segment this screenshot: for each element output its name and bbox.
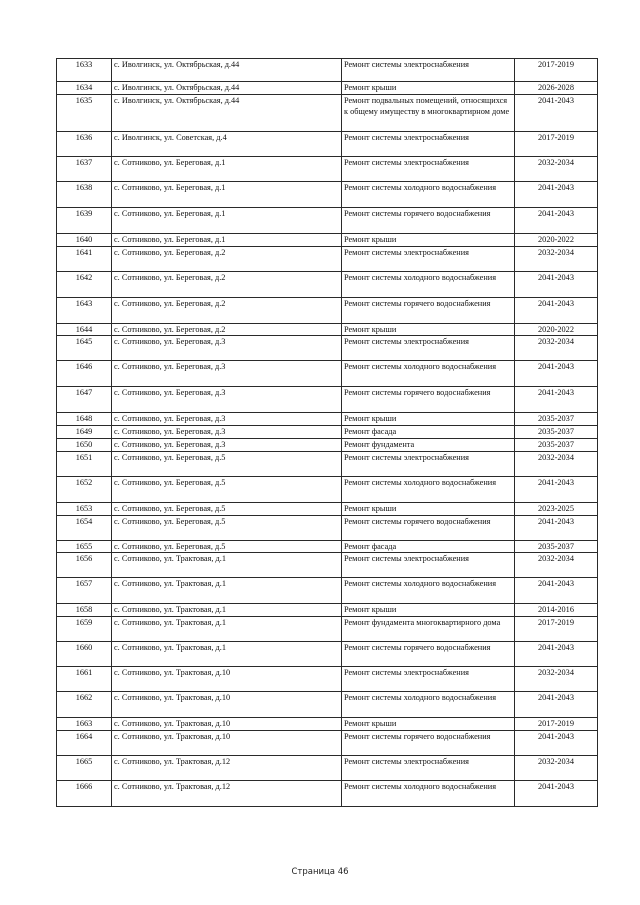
- row-number-cell: 1665: [57, 755, 112, 780]
- period-cell: 2041-2043: [515, 207, 598, 233]
- work-type-cell: Ремонт системы электроснабжения: [342, 667, 515, 692]
- address-cell: с. Сотниково, ул. Трактовая, д.1: [112, 578, 342, 604]
- address-cell: с. Иволгинск, ул. Советская, д.4: [112, 131, 342, 156]
- row-number-cell: 1662: [57, 692, 112, 718]
- table-row: [57, 207, 598, 233]
- work-type-cell: Ремонт системы электроснабжения: [342, 755, 515, 780]
- table-row: [57, 667, 598, 692]
- table-row: [57, 387, 598, 413]
- row-number-cell: 1638: [57, 181, 112, 207]
- address-cell: с. Сотниково, ул. Береговая, д.5: [112, 502, 342, 515]
- period-cell: 2017-2019: [515, 59, 598, 82]
- table-row: [57, 451, 598, 476]
- work-type-cell: Ремонт системы электроснабжения: [342, 59, 515, 82]
- row-number-cell: 1634: [57, 82, 112, 95]
- period-cell: 2032-2034: [515, 667, 598, 692]
- period-cell: 2041-2043: [515, 578, 598, 604]
- period-cell: 2017-2019: [515, 617, 598, 642]
- row-number-cell: 1639: [57, 207, 112, 233]
- address-cell: с. Сотниково, ул. Береговая, д.2: [112, 271, 342, 297]
- address-cell: с. Сотниково, ул. Береговая, д.3: [112, 361, 342, 387]
- work-type-cell: Ремонт системы горячего водоснабжения: [342, 387, 515, 413]
- work-type-cell: Ремонт крыши: [342, 604, 515, 617]
- work-type-cell: Ремонт системы электроснабжения: [342, 156, 515, 181]
- address-cell: с. Иволгинск, ул. Октябрьская, д.44: [112, 82, 342, 95]
- period-cell: 2041-2043: [515, 780, 598, 806]
- period-cell: 2035-2037: [515, 426, 598, 439]
- address-cell: с. Сотниково, ул. Береговая, д.2: [112, 323, 342, 336]
- work-type-cell: Ремонт системы электроснабжения: [342, 553, 515, 578]
- table-row: [57, 438, 598, 451]
- address-cell: с. Сотниково, ул. Трактовая, д.10: [112, 692, 342, 718]
- work-type-cell: Ремонт системы горячего водоснабжения: [342, 730, 515, 755]
- period-cell: 2041-2043: [515, 476, 598, 502]
- table-row: [57, 361, 598, 387]
- period-cell: 2041-2043: [515, 730, 598, 755]
- row-number-cell: 1649: [57, 426, 112, 439]
- table-row: [57, 413, 598, 426]
- work-type-cell: Ремонт системы холодного водоснабжения: [342, 578, 515, 604]
- row-number-cell: 1663: [57, 718, 112, 731]
- work-type-cell: Ремонт фундамента: [342, 438, 515, 451]
- address-cell: с. Сотниково, ул. Береговая, д.5: [112, 476, 342, 502]
- table-body: [57, 59, 598, 807]
- work-type-cell: Ремонт системы электроснабжения: [342, 246, 515, 271]
- period-cell: 2035-2037: [515, 438, 598, 451]
- table-row: [57, 426, 598, 439]
- work-type-cell: Ремонт системы электроснабжения: [342, 336, 515, 361]
- work-type-cell: Ремонт крыши: [342, 323, 515, 336]
- table-row: [57, 604, 598, 617]
- table-row: [57, 131, 598, 156]
- row-number-cell: 1635: [57, 94, 112, 131]
- work-type-cell: Ремонт крыши: [342, 82, 515, 95]
- work-type-cell: Ремонт крыши: [342, 718, 515, 731]
- address-cell: с. Сотниково, ул. Береговая, д.3: [112, 426, 342, 439]
- row-number-cell: 1645: [57, 336, 112, 361]
- address-cell: с. Сотниково, ул. Береговая, д.1: [112, 181, 342, 207]
- row-number-cell: 1654: [57, 515, 112, 540]
- period-cell: 2032-2034: [515, 246, 598, 271]
- table-row: [57, 553, 598, 578]
- work-type-cell: Ремонт крыши: [342, 413, 515, 426]
- address-cell: с. Сотниково, ул. Береговая, д.2: [112, 246, 342, 271]
- repair-schedule-table: [56, 58, 598, 807]
- period-cell: 2041-2043: [515, 94, 598, 131]
- work-type-cell: Ремонт фасада: [342, 426, 515, 439]
- period-cell: 2032-2034: [515, 451, 598, 476]
- work-type-cell: Ремонт системы электроснабжения: [342, 451, 515, 476]
- address-cell: с. Сотниково, ул. Береговая, д.2: [112, 297, 342, 323]
- row-number-cell: 1644: [57, 323, 112, 336]
- period-cell: 2041-2043: [515, 181, 598, 207]
- address-cell: с. Сотниково, ул. Береговая, д.1: [112, 207, 342, 233]
- period-cell: 2041-2043: [515, 387, 598, 413]
- row-number-cell: 1652: [57, 476, 112, 502]
- table-row: [57, 271, 598, 297]
- period-cell: 2035-2037: [515, 413, 598, 426]
- row-number-cell: 1643: [57, 297, 112, 323]
- work-type-cell: Ремонт системы холодного водоснабжения: [342, 780, 515, 806]
- table-row: [57, 82, 598, 95]
- period-cell: 2041-2043: [515, 271, 598, 297]
- address-cell: с. Сотниково, ул. Береговая, д.1: [112, 156, 342, 181]
- row-number-cell: 1653: [57, 502, 112, 515]
- period-cell: 2041-2043: [515, 642, 598, 667]
- table-row: [57, 336, 598, 361]
- row-number-cell: 1637: [57, 156, 112, 181]
- table-row: [57, 502, 598, 515]
- row-number-cell: 1664: [57, 730, 112, 755]
- address-cell: с. Сотниково, ул. Трактовая, д.10: [112, 667, 342, 692]
- period-cell: 2041-2043: [515, 361, 598, 387]
- table-row: [57, 617, 598, 642]
- address-cell: с. Иволгинск, ул. Октябрьская, д.44: [112, 94, 342, 131]
- table-row: [57, 780, 598, 806]
- table-row: [57, 94, 598, 131]
- row-number-cell: 1647: [57, 387, 112, 413]
- row-number-cell: 1661: [57, 667, 112, 692]
- address-cell: с. Сотниково, ул. Береговая, д.5: [112, 515, 342, 540]
- work-type-cell: Ремонт системы электроснабжения: [342, 131, 515, 156]
- period-cell: 2032-2034: [515, 755, 598, 780]
- period-cell: 2041-2043: [515, 515, 598, 540]
- row-number-cell: 1660: [57, 642, 112, 667]
- period-cell: 2026-2028: [515, 82, 598, 95]
- table-row: [57, 718, 598, 731]
- period-cell: 2032-2034: [515, 156, 598, 181]
- address-cell: с. Сотниково, ул. Береговая, д.5: [112, 540, 342, 553]
- period-cell: 2035-2037: [515, 540, 598, 553]
- table-row: [57, 156, 598, 181]
- address-cell: с. Сотниково, ул. Трактовая, д.12: [112, 755, 342, 780]
- address-cell: с. Сотниково, ул. Трактовая, д.12: [112, 780, 342, 806]
- row-number-cell: 1633: [57, 59, 112, 82]
- row-number-cell: 1666: [57, 780, 112, 806]
- work-type-cell: Ремонт крыши: [342, 233, 515, 246]
- table-row: [57, 578, 598, 604]
- row-number-cell: 1651: [57, 451, 112, 476]
- row-number-cell: 1656: [57, 553, 112, 578]
- row-number-cell: 1655: [57, 540, 112, 553]
- table-row: [57, 233, 598, 246]
- work-type-cell: Ремонт системы холодного водоснабжения: [342, 361, 515, 387]
- work-type-cell: Ремонт фасада: [342, 540, 515, 553]
- address-cell: с. Сотниково, ул. Трактовая, д.1: [112, 617, 342, 642]
- row-number-cell: 1646: [57, 361, 112, 387]
- row-number-cell: 1658: [57, 604, 112, 617]
- period-cell: 2041-2043: [515, 692, 598, 718]
- address-cell: с. Сотниково, ул. Береговая, д.5: [112, 451, 342, 476]
- period-cell: 2020-2022: [515, 233, 598, 246]
- table-row: [57, 730, 598, 755]
- work-type-cell: Ремонт фундамента многоквартирного дома: [342, 617, 515, 642]
- address-cell: с. Сотниково, ул. Трактовая, д.10: [112, 730, 342, 755]
- address-cell: с. Сотниково, ул. Береговая, д.3: [112, 387, 342, 413]
- work-type-cell: Ремонт крыши: [342, 502, 515, 515]
- address-cell: с. Сотниково, ул. Трактовая, д.1: [112, 642, 342, 667]
- address-cell: с. Сотниково, ул. Береговая, д.1: [112, 233, 342, 246]
- table-row: [57, 59, 598, 82]
- period-cell: 2017-2019: [515, 718, 598, 731]
- period-cell: 2032-2034: [515, 553, 598, 578]
- period-cell: 2017-2019: [515, 131, 598, 156]
- work-type-cell: Ремонт системы горячего водоснабжения: [342, 642, 515, 667]
- row-number-cell: 1642: [57, 271, 112, 297]
- table-row: [57, 692, 598, 718]
- row-number-cell: 1640: [57, 233, 112, 246]
- period-cell: 2020-2022: [515, 323, 598, 336]
- row-number-cell: 1650: [57, 438, 112, 451]
- address-cell: с. Сотниково, ул. Береговая, д.3: [112, 438, 342, 451]
- table-row: [57, 323, 598, 336]
- work-type-cell: Ремонт системы горячего водоснабжения: [342, 297, 515, 323]
- work-type-cell: Ремонт подвальных помещений, относящихся к общему имуществу в многоквартирном доме: [342, 94, 515, 131]
- row-number-cell: 1636: [57, 131, 112, 156]
- page-number: Страница 46: [291, 867, 349, 877]
- address-cell: с. Сотниково, ул. Трактовая, д.1: [112, 604, 342, 617]
- work-type-cell: Ремонт системы холодного водоснабжения: [342, 181, 515, 207]
- table-row: [57, 476, 598, 502]
- row-number-cell: 1648: [57, 413, 112, 426]
- period-cell: 2014-2016: [515, 604, 598, 617]
- row-number-cell: 1641: [57, 246, 112, 271]
- address-cell: с. Сотниково, ул. Береговая, д.3: [112, 336, 342, 361]
- period-cell: 2023-2025: [515, 502, 598, 515]
- table-row: [57, 181, 598, 207]
- row-number-cell: 1657: [57, 578, 112, 604]
- work-type-cell: Ремонт системы холодного водоснабжения: [342, 476, 515, 502]
- period-cell: 2032-2034: [515, 336, 598, 361]
- row-number-cell: 1659: [57, 617, 112, 642]
- table-row: [57, 540, 598, 553]
- period-cell: 2041-2043: [515, 297, 598, 323]
- work-type-cell: Ремонт системы холодного водоснабжения: [342, 692, 515, 718]
- address-cell: с. Иволгинск, ул. Октябрьская, д.44: [112, 59, 342, 82]
- work-type-cell: Ремонт системы горячего водоснабжения: [342, 207, 515, 233]
- table-row: [57, 642, 598, 667]
- address-cell: с. Сотниково, ул. Трактовая, д.1: [112, 553, 342, 578]
- work-type-cell: Ремонт системы холодного водоснабжения: [342, 271, 515, 297]
- table-row: [57, 755, 598, 780]
- address-cell: с. Сотниково, ул. Береговая, д.3: [112, 413, 342, 426]
- work-type-cell: Ремонт системы горячего водоснабжения: [342, 515, 515, 540]
- table-row: [57, 297, 598, 323]
- table-row: [57, 246, 598, 271]
- table-row: [57, 515, 598, 540]
- address-cell: с. Сотниково, ул. Трактовая, д.10: [112, 718, 342, 731]
